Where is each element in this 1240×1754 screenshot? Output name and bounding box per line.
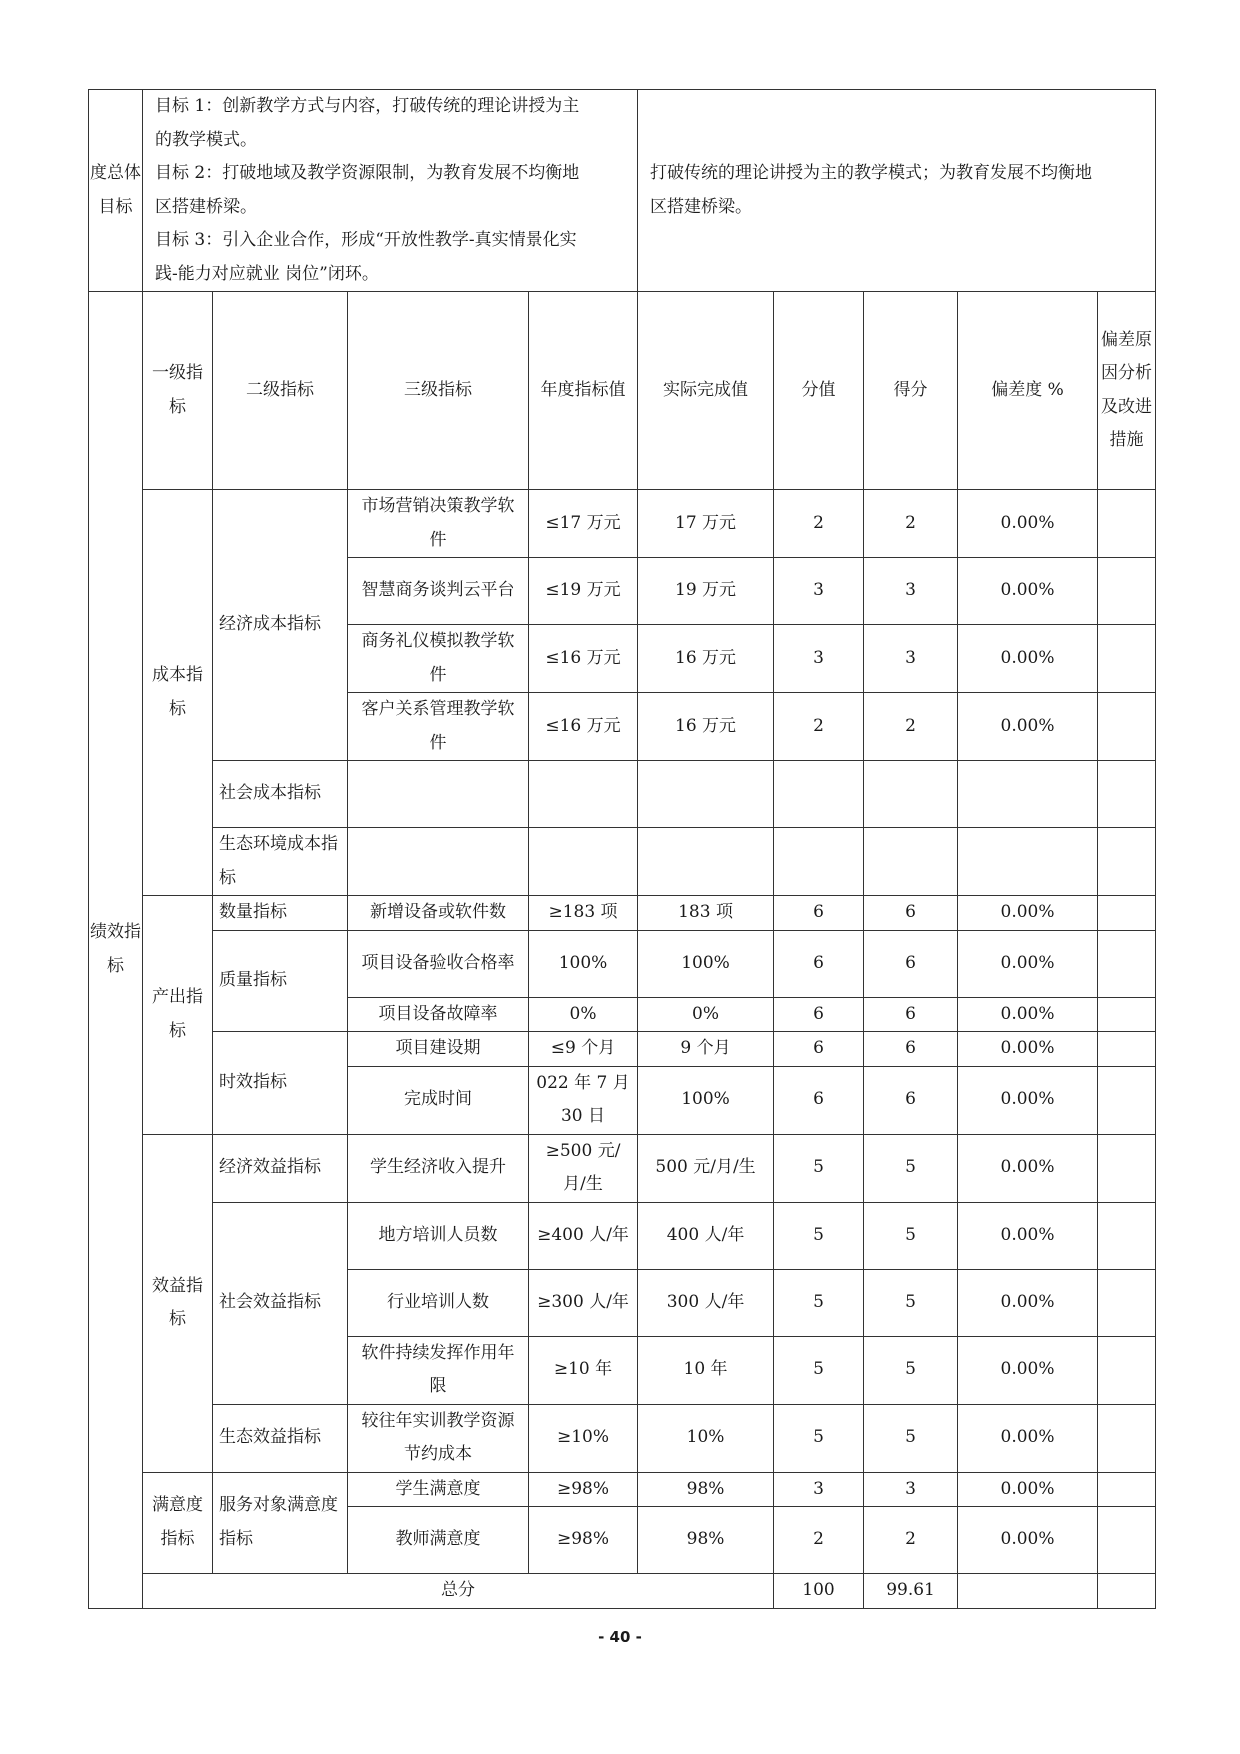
empty-cell (348, 828, 529, 896)
row-reason (1098, 997, 1156, 1032)
table-row (89, 828, 1156, 896)
total-weight: 100 (774, 1574, 864, 1609)
row-reason (1098, 625, 1156, 693)
goals-row (89, 90, 1156, 292)
row-deviation: 0.00% (958, 930, 1098, 997)
total-reason (1098, 1574, 1156, 1609)
goals-left-text (143, 90, 638, 292)
row-target: ≤17 万元 (529, 490, 638, 558)
row-target: ≥400 人/年 (529, 1202, 638, 1269)
row-score: 2 (864, 1507, 958, 1574)
row-weight: 6 (774, 930, 864, 997)
row-actual: 183 项 (638, 896, 774, 931)
empty-cell (529, 761, 638, 828)
subgroup-eco-cost: 生态环境成本指标 (213, 828, 348, 896)
row-deviation: 0.00% (958, 693, 1098, 761)
row-target: ≤19 万元 (529, 558, 638, 625)
empty-cell (774, 828, 864, 896)
performance-table-page (88, 89, 1155, 1609)
row-score: 3 (864, 625, 958, 693)
row-deviation: 0.00% (958, 1269, 1098, 1336)
row-actual: 300 人/年 (638, 1269, 774, 1336)
row-score: 2 (864, 490, 958, 558)
row-name: 客户关系管理教学软件 (348, 693, 529, 761)
row-score: 5 (864, 1404, 958, 1472)
header-level2: 二级指标 (213, 292, 348, 490)
row-deviation: 0.00% (958, 997, 1098, 1032)
row-score: 6 (864, 896, 958, 931)
table-row (89, 1032, 1156, 1067)
header-target: 年度指标值 (529, 292, 638, 490)
row-score: 3 (864, 558, 958, 625)
row-target: 022 年 7 月30 日 (529, 1066, 638, 1134)
table-row (89, 1202, 1156, 1269)
row-name: 较往年实训教学资源节约成本 (348, 1404, 529, 1472)
header-weight: 分值 (774, 292, 864, 490)
header-score: 得分 (864, 292, 958, 490)
row-deviation: 0.00% (958, 1336, 1098, 1404)
row-actual: 500 元/月/生 (638, 1134, 774, 1202)
header-reason: 偏差原因分析及改进措施 (1098, 292, 1156, 490)
table-row (89, 1134, 1156, 1202)
row-name: 项目设备验收合格率 (348, 930, 529, 997)
subgroup-quality: 质量指标 (213, 930, 348, 1032)
row-target: ≤16 万元 (529, 625, 638, 693)
subgroup-timeliness: 时效指标 (213, 1032, 348, 1135)
goal-line: 目标 1：创新教学方式与内容，打破传统的理论讲授为主 (155, 96, 580, 116)
header-actual: 实际完成值 (638, 292, 774, 490)
header-deviation: 偏差度 % (958, 292, 1098, 490)
subgroup-social-benefit: 社会效益指标 (213, 1202, 348, 1404)
row-name: 商务礼仪模拟教学软件 (348, 625, 529, 693)
row-actual: 10% (638, 1404, 774, 1472)
row-name: 完成时间 (348, 1066, 529, 1134)
row-score: 2 (864, 693, 958, 761)
row-target: ≥500 元/月/生 (529, 1134, 638, 1202)
group-satisfaction: 满意度指标 (143, 1472, 213, 1574)
row-target: ≤9 个月 (529, 1032, 638, 1067)
row-reason (1098, 896, 1156, 931)
row-reason (1098, 930, 1156, 997)
row-target: ≥98% (529, 1472, 638, 1507)
row-reason (1098, 490, 1156, 558)
goals-side-label: 度总体目标 (89, 90, 143, 292)
row-weight: 2 (774, 693, 864, 761)
row-target: ≥10 年 (529, 1336, 638, 1404)
row-reason (1098, 1404, 1156, 1472)
row-reason (1098, 693, 1156, 761)
row-score: 5 (864, 1269, 958, 1336)
row-target: ≥300 人/年 (529, 1269, 638, 1336)
group-cost: 成本指标 (143, 490, 213, 896)
row-target: 0% (529, 997, 638, 1032)
row-score: 3 (864, 1472, 958, 1507)
row-weight: 2 (774, 1507, 864, 1574)
row-name: 智慧商务谈判云平台 (348, 558, 529, 625)
row-score: 5 (864, 1134, 958, 1202)
row-actual: 0% (638, 997, 774, 1032)
table-row (89, 1404, 1156, 1472)
row-name: 行业培训人数 (348, 1269, 529, 1336)
row-score: 6 (864, 1066, 958, 1134)
row-reason (1098, 1134, 1156, 1202)
table-row (89, 761, 1156, 828)
row-weight: 6 (774, 1066, 864, 1134)
row-reason (1098, 1269, 1156, 1336)
row-actual: 400 人/年 (638, 1202, 774, 1269)
row-name: 软件持续发挥作用年限 (348, 1336, 529, 1404)
row-score: 5 (864, 1336, 958, 1404)
performance-table (88, 89, 1156, 1609)
total-label: 总分 (143, 1574, 774, 1609)
row-target: ≥10% (529, 1404, 638, 1472)
total-deviation (958, 1574, 1098, 1609)
row-target: ≤16 万元 (529, 693, 638, 761)
header-level1: 一级指标 (143, 292, 213, 490)
row-reason (1098, 1202, 1156, 1269)
row-actual: 100% (638, 1066, 774, 1134)
row-actual: 10 年 (638, 1336, 774, 1404)
row-weight: 3 (774, 558, 864, 625)
row-score: 5 (864, 1202, 958, 1269)
row-deviation: 0.00% (958, 896, 1098, 931)
row-actual: 98% (638, 1507, 774, 1574)
subgroup-service-satisfaction: 服务对象满意度指标 (213, 1472, 348, 1574)
row-deviation: 0.00% (958, 1032, 1098, 1067)
row-deviation: 0.00% (958, 1507, 1098, 1574)
total-row (89, 1574, 1156, 1609)
empty-cell (864, 761, 958, 828)
row-actual: 16 万元 (638, 693, 774, 761)
row-score: 6 (864, 997, 958, 1032)
row-weight: 6 (774, 896, 864, 931)
group-benefit: 效益指标 (143, 1134, 213, 1472)
row-weight: 5 (774, 1202, 864, 1269)
goal-line: 目标 3：引入企业合作，形成“开放性教学-真实情景化实 (155, 230, 577, 250)
row-name: 教师满意度 (348, 1507, 529, 1574)
row-weight: 5 (774, 1336, 864, 1404)
empty-cell (1098, 761, 1156, 828)
page-number: - 40 - (598, 1628, 642, 1646)
row-actual: 9 个月 (638, 1032, 774, 1067)
row-reason (1098, 1507, 1156, 1574)
row-actual: 100% (638, 930, 774, 997)
table-row (89, 930, 1156, 997)
row-name: 学生满意度 (348, 1472, 529, 1507)
empty-cell (1098, 828, 1156, 896)
goal-line: 践-能力对应就业 岗位”闭环。 (155, 263, 379, 284)
empty-cell (348, 761, 529, 828)
row-name: 地方培训人员数 (348, 1202, 529, 1269)
row-name: 项目设备故障率 (348, 997, 529, 1032)
row-reason (1098, 1032, 1156, 1067)
empty-cell (958, 761, 1098, 828)
empty-cell (638, 828, 774, 896)
row-target: 100% (529, 930, 638, 997)
subgroup-quantity: 数量指标 (213, 896, 348, 931)
row-deviation: 0.00% (958, 1134, 1098, 1202)
table-row (89, 490, 1156, 558)
total-score: 99.61 (864, 1574, 958, 1609)
table-row (89, 896, 1156, 931)
header-level3: 三级指标 (348, 292, 529, 490)
row-deviation: 0.00% (958, 1066, 1098, 1134)
empty-cell (638, 761, 774, 828)
goal-summary-line: 打破传统的理论讲授为主的教学模式；为教育发展不均衡地 (650, 163, 1093, 183)
goal-summary-line: 区搭建桥梁。 (650, 196, 753, 217)
goals-right-text (638, 90, 1156, 292)
row-deviation: 0.00% (958, 1404, 1098, 1472)
row-weight: 5 (774, 1269, 864, 1336)
goal-line: 区搭建桥梁。 (155, 196, 257, 217)
row-weight: 6 (774, 1032, 864, 1067)
row-weight: 6 (774, 997, 864, 1032)
empty-cell (864, 828, 958, 896)
row-deviation: 0.00% (958, 1472, 1098, 1507)
row-name: 项目建设期 (348, 1032, 529, 1067)
subgroup-social-cost: 社会成本指标 (213, 761, 348, 828)
row-deviation: 0.00% (958, 558, 1098, 625)
goal-line: 目标 2：打破地域及教学资源限制，为教育发展不均衡地 (155, 163, 580, 183)
row-name: 市场营销决策教学软件 (348, 490, 529, 558)
row-target: ≥183 项 (529, 896, 638, 931)
empty-cell (774, 761, 864, 828)
row-name: 学生经济收入提升 (348, 1134, 529, 1202)
row-actual: 19 万元 (638, 558, 774, 625)
row-weight: 2 (774, 490, 864, 558)
row-actual: 98% (638, 1472, 774, 1507)
perf-indicator-label: 绩效指标 (89, 292, 143, 1609)
subgroup-econ-cost: 经济成本指标 (213, 490, 348, 761)
group-output: 产出指标 (143, 896, 213, 1135)
row-reason (1098, 1336, 1156, 1404)
row-target: ≥98% (529, 1507, 638, 1574)
row-deviation: 0.00% (958, 490, 1098, 558)
row-actual: 17 万元 (638, 490, 774, 558)
goal-line: 的教学模式。 (155, 129, 257, 150)
header-row (89, 292, 1156, 490)
row-reason (1098, 558, 1156, 625)
subgroup-econ-benefit: 经济效益指标 (213, 1134, 348, 1202)
row-weight: 3 (774, 625, 864, 693)
row-weight: 5 (774, 1134, 864, 1202)
empty-cell (529, 828, 638, 896)
row-score: 6 (864, 930, 958, 997)
empty-cell (958, 828, 1098, 896)
table-row (89, 1472, 1156, 1507)
subgroup-eco-benefit: 生态效益指标 (213, 1404, 348, 1472)
row-deviation: 0.00% (958, 625, 1098, 693)
row-reason (1098, 1066, 1156, 1134)
row-name: 新增设备或软件数 (348, 896, 529, 931)
row-weight: 3 (774, 1472, 864, 1507)
row-reason (1098, 1472, 1156, 1507)
row-deviation: 0.00% (958, 1202, 1098, 1269)
row-weight: 5 (774, 1404, 864, 1472)
row-score: 6 (864, 1032, 958, 1067)
row-actual: 16 万元 (638, 625, 774, 693)
